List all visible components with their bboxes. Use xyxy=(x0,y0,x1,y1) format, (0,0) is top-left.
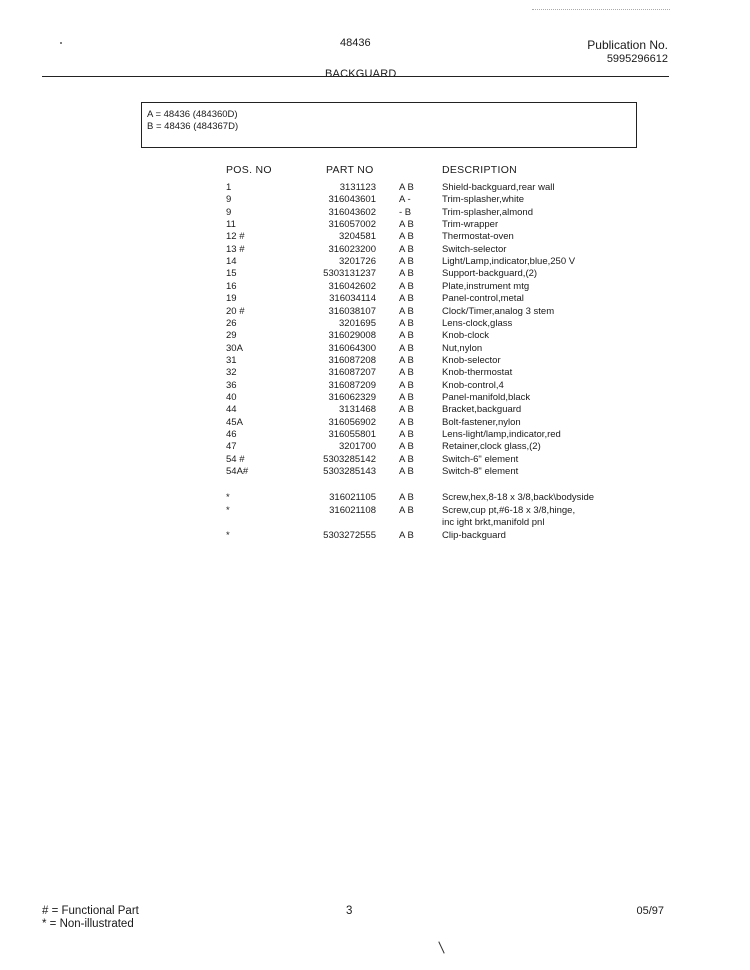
pos-no: 54 # xyxy=(226,453,245,465)
part-no: 316034114 xyxy=(329,293,376,305)
part-no: 316038107 xyxy=(328,305,376,317)
description: Retainer,clock glass,(2) xyxy=(442,441,541,453)
applicability: A B xyxy=(399,280,414,292)
table-row xyxy=(0,530,750,542)
table-row xyxy=(0,417,750,429)
table-row xyxy=(0,505,750,528)
part-no: 316056902 xyxy=(328,416,376,428)
part-no: 5303272555 xyxy=(323,530,376,541)
pos-no: 40 xyxy=(226,391,237,403)
applicability: A B xyxy=(399,404,414,416)
pos-no: 20 # xyxy=(226,305,245,317)
table-row xyxy=(0,281,750,293)
description: Lens-light/lamp,indicator,red xyxy=(442,429,561,440)
pos-no: 31 xyxy=(226,354,237,366)
part-no: 316087209 xyxy=(328,379,376,391)
pos-no: 36 xyxy=(226,379,237,391)
applicability: A B xyxy=(399,317,414,329)
description: Panel-manifold,black xyxy=(442,391,531,403)
legend-functional: # = Functional Part xyxy=(42,905,139,917)
pos-no: 30A xyxy=(226,342,243,354)
pos-no: 13 # xyxy=(226,243,245,255)
section-title: BACKGUARD xyxy=(325,68,397,80)
applicability: A B xyxy=(399,243,414,255)
part-no: 316062329 xyxy=(328,391,376,403)
description: Knob-thermostat xyxy=(442,367,513,379)
description: Knob-control,4 xyxy=(442,379,504,391)
part-no: 316042602 xyxy=(328,280,376,292)
part-no: 5303131237 xyxy=(323,268,376,280)
description: Bracket,backguard xyxy=(442,404,522,416)
description: Clock/Timer,analog 3 stem xyxy=(442,305,555,317)
applicability: A B xyxy=(399,416,414,428)
applicability: A B xyxy=(399,330,414,342)
page-number: 3 xyxy=(346,905,353,917)
part-no: 5303285143 xyxy=(323,466,376,478)
pos-no: 9 xyxy=(226,206,232,218)
pos-no: * xyxy=(226,505,230,516)
applicability: A B xyxy=(399,505,414,516)
table-row xyxy=(0,392,750,404)
description: Trim-wrapper xyxy=(442,219,499,231)
pos-no: 9 xyxy=(226,194,232,206)
pos-no: 26 xyxy=(226,317,237,329)
applicability: A B xyxy=(399,379,414,391)
table-row xyxy=(0,429,750,441)
applicability: A B xyxy=(399,441,414,453)
applicability: A B xyxy=(399,530,414,541)
description: Switch-selector xyxy=(442,243,507,255)
table-row xyxy=(0,219,750,231)
part-no: 316043602 xyxy=(328,206,376,218)
pos-no: 54A# xyxy=(226,466,249,478)
table-row xyxy=(0,367,750,379)
table-row xyxy=(0,182,750,194)
part-no: 316057002 xyxy=(328,219,376,231)
pos-no: 1 xyxy=(226,182,232,193)
variant-b: B = 48436 (484367D) xyxy=(147,121,239,132)
applicability: A B xyxy=(399,453,414,465)
applicability: A B xyxy=(399,492,414,503)
part-no: 5303285142 xyxy=(323,453,376,465)
part-no: 316021108 xyxy=(329,505,376,516)
part-no: 316087208 xyxy=(328,354,376,366)
applicability: A B xyxy=(399,219,414,231)
part-no: 3201700 xyxy=(339,441,376,453)
description: Panel-control,metal xyxy=(442,293,524,305)
legend-nonillustrated: * = Non-illustrated xyxy=(42,918,134,930)
pos-no: 45A xyxy=(226,416,243,428)
header-rule xyxy=(42,76,669,77)
description: Screw,hex,8-18 x 3/8,back\bodyside xyxy=(442,492,595,503)
model-number: 48436 xyxy=(340,37,371,49)
table-row xyxy=(0,355,750,367)
part-no: 316087207 xyxy=(328,367,376,379)
applicability: A B xyxy=(399,182,414,193)
pos-no: 15 xyxy=(226,268,237,280)
applicability: A - xyxy=(399,194,411,206)
publication-number: 5995296612 xyxy=(606,53,668,65)
part-no: 3201695 xyxy=(339,317,376,329)
table-row xyxy=(0,268,750,280)
description: Plate,instrument mtg xyxy=(442,280,530,292)
pos-no: * xyxy=(226,492,230,503)
scan-artifact-mark xyxy=(438,941,444,953)
applicability: A B xyxy=(399,466,414,478)
pos-no: 14 xyxy=(226,256,237,268)
applicability: A B xyxy=(399,429,414,440)
description: Nut,nylon xyxy=(442,342,483,354)
pos-no: 47 xyxy=(226,441,237,453)
pos-no: 44 xyxy=(226,404,237,416)
table-row xyxy=(0,492,750,504)
description-continued: inc ight brkt,manifold pnl xyxy=(442,517,545,528)
scan-artifact-dots xyxy=(532,9,670,10)
table-row xyxy=(0,330,750,342)
table-row xyxy=(0,466,750,478)
description: Clip-backguard xyxy=(442,530,506,541)
description: Light/Lamp,indicator,blue,250 V xyxy=(442,256,576,268)
part-no: 3201726 xyxy=(339,256,376,268)
applicability: A B xyxy=(399,256,414,268)
scan-artifact-speck xyxy=(60,42,62,44)
description: Knob-clock xyxy=(442,330,489,342)
pos-no: 19 xyxy=(226,293,237,305)
description: Trim-splasher,almond xyxy=(442,206,533,218)
publication-header xyxy=(587,38,668,65)
part-no: 316055801 xyxy=(328,429,376,440)
pos-no: 12 # xyxy=(226,231,245,243)
part-no: 3131123 xyxy=(339,182,376,193)
part-no: 316021105 xyxy=(329,492,376,503)
applicability: A B xyxy=(399,367,414,379)
table-row xyxy=(0,194,750,206)
description: Support-backguard,(2) xyxy=(442,268,538,280)
column-header-pos: POS. NO xyxy=(226,164,272,176)
table-row xyxy=(0,207,750,219)
applicability: A B xyxy=(399,293,414,305)
table-row xyxy=(0,454,750,466)
pos-no: 16 xyxy=(226,280,237,292)
table-row xyxy=(0,318,750,330)
table-row xyxy=(0,441,750,453)
part-no: 316029008 xyxy=(328,330,376,342)
applicability: A B xyxy=(399,354,414,366)
publication-date: 05/97 xyxy=(636,905,664,917)
column-header-part: PART NO xyxy=(326,164,374,176)
part-no: 316043601 xyxy=(328,194,376,206)
description: Switch-8" element xyxy=(442,466,519,478)
description: Thermostat-oven xyxy=(442,231,514,243)
table-row xyxy=(0,343,750,355)
pos-no: * xyxy=(226,530,230,541)
legend xyxy=(42,905,139,931)
description: Switch-6" element xyxy=(442,453,519,465)
applicability: A B xyxy=(399,305,414,317)
part-no: 3131468 xyxy=(339,404,376,416)
table-row xyxy=(0,306,750,318)
pos-no: 11 xyxy=(226,219,236,231)
table-row xyxy=(0,244,750,256)
table-row xyxy=(0,404,750,416)
table-row xyxy=(0,293,750,305)
applicability: A B xyxy=(399,268,414,280)
table-row xyxy=(0,380,750,392)
description: Lens-clock,glass xyxy=(442,317,513,329)
part-no: 3204581 xyxy=(339,231,376,243)
pos-no: 46 xyxy=(226,429,237,440)
column-header-description: DESCRIPTION xyxy=(442,164,518,176)
description: Knob-selector xyxy=(442,354,501,366)
applicability: - B xyxy=(399,206,412,218)
table-row xyxy=(0,231,750,243)
pos-no: 29 xyxy=(226,330,237,342)
description: Shield-backguard,rear wall xyxy=(442,182,555,193)
variant-a: A = 48436 (484360D) xyxy=(147,109,238,120)
applicability: A B xyxy=(399,391,414,403)
part-no: 316064300 xyxy=(328,342,376,354)
description: Screw,cup pt,#6-18 x 3/8,hinge, xyxy=(442,505,576,516)
part-no: 316023200 xyxy=(328,243,376,255)
publication-label: Publication No. xyxy=(587,38,668,52)
table-row xyxy=(0,256,750,268)
pos-no: 32 xyxy=(226,367,237,379)
description: Bolt-fastener,nylon xyxy=(442,416,521,428)
applicability: A B xyxy=(399,342,414,354)
variant-legend-box xyxy=(141,102,637,148)
description: Trim-splasher,white xyxy=(442,194,525,206)
applicability: A B xyxy=(399,231,414,243)
